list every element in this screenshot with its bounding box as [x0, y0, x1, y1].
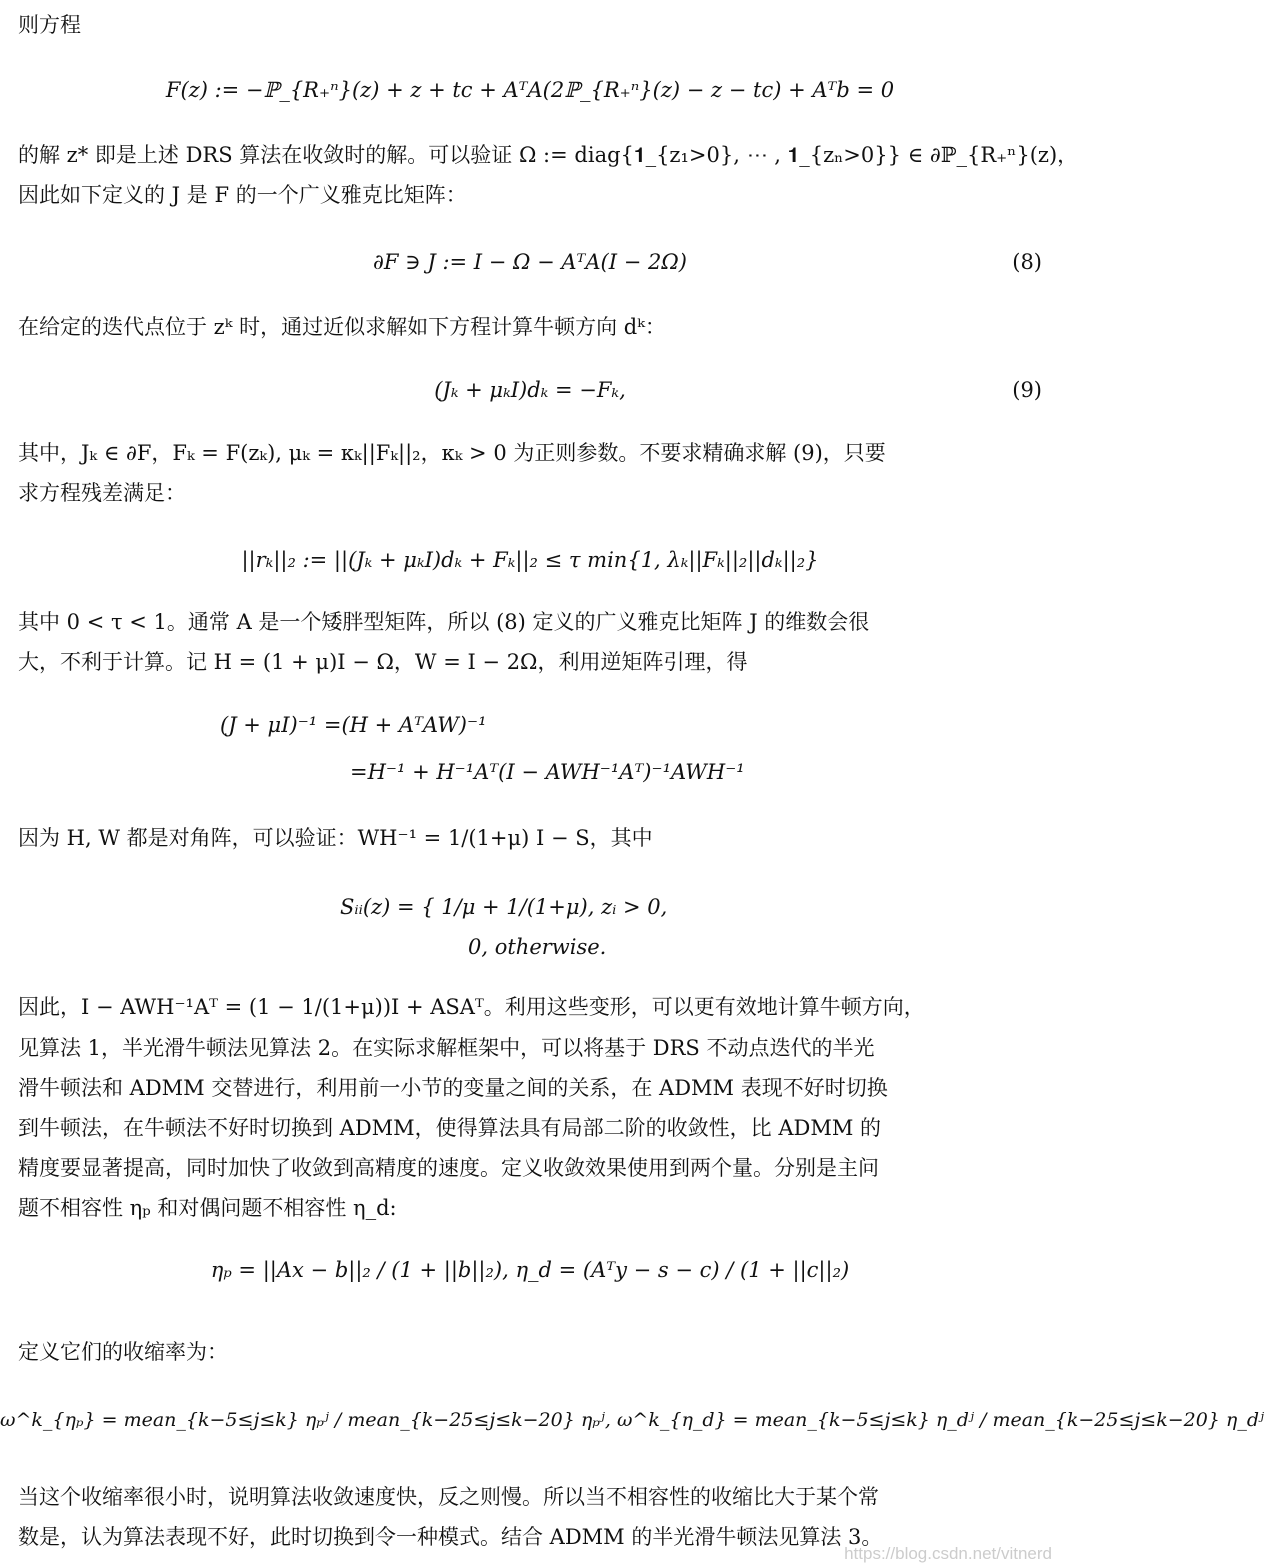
text-line: 的解 z* 即是上述 DRS 算法在收敛时的解。可以验证 Ω := diag{𝟏_{z₁>0}, ⋯ , 𝟏_{zₙ>0}} ∈ ∂ℙ_{R₊ⁿ}(z)， — [18, 143, 1079, 167]
equation-inverse-1: (J + μI)⁻¹ =(H + AᵀAW)⁻¹ — [220, 713, 487, 737]
equation-F: F(z) := −ℙ_{R₊ⁿ}(z) + z + tc + AᵀA(2ℙ_{R₊ⁿ}(z) − z − tc) + Aᵀb = 0 — [165, 78, 895, 102]
text-line: 定义它们的收缩率为： — [18, 1340, 228, 1364]
text-line: 因此如下定义的 J 是 F 的一个广义雅克比矩阵： — [18, 183, 467, 207]
text-line: 当这个收缩率很小时，说明算法收敛速度快，反之则慢。所以当不相容性的收缩比大于某个常 — [18, 1485, 879, 1509]
text-line: 见算法 1，半光滑牛顿法见算法 2。在实际求解框架中，可以将基于 DRS 不动点迭代的半光 — [18, 1036, 875, 1060]
text-line: 大，不利于计算。记 H = (1 + μ)I − Ω，W = I − 2Ω，利用逆矩阵引理，得 — [18, 650, 748, 674]
text-line: 因此，I − AWH⁻¹Aᵀ = (1 − 1/(1+μ))I + ASAᵀ。利用这些变形，可以更有效地计算牛顿方向， — [18, 995, 925, 1019]
text-line: 滑牛顿法和 ADMM 交替进行，利用前一小节的变量之间的关系，在 ADMM 表现不好时切换 — [18, 1076, 888, 1100]
text-line: 求方程残差满足： — [18, 481, 186, 505]
equation-number-9: (9) — [1012, 378, 1042, 402]
text-line: 因为 H, W 都是对角阵，可以验证：WH⁻¹ = 1/(1+μ) I − S，其中 — [18, 826, 653, 850]
equation-number-8: (8) — [1012, 250, 1042, 274]
text-line: 数是，认为算法表现不好，此时切换到令一种模式。结合 ADMM 的半光滑牛顿法见算法 3。 — [18, 1525, 883, 1549]
text-line: 其中，Jₖ ∈ ∂F，Fₖ = F(zₖ), μₖ = κₖ||Fₖ||₂，κₖ > 0 为正则参数。不要求精确求解 (9)，只要 — [18, 441, 886, 465]
equation-eta: ηₚ = ||Ax − b||₂ / (1 + ||b||₂), η_d = (Aᵀy − s − c) / (1 + ||c||₂) — [210, 1258, 850, 1282]
equation-inverse-2: =H⁻¹ + H⁻¹Aᵀ(I − AWH⁻¹Aᵀ)⁻¹AWH⁻¹ — [350, 760, 745, 784]
text-line: 其中 0 < τ < 1。通常 A 是一个矮胖型矩阵，所以 (8) 定义的广义雅克比矩阵 J 的维数会很 — [18, 610, 870, 634]
equation-S-case2: 0, otherwise. — [468, 935, 607, 959]
equation-8: ∂F ∋ J := I − Ω − AᵀA(I − 2Ω) — [373, 250, 687, 274]
equation-9: (Jₖ + μₖI)dₖ = −Fₖ, — [434, 378, 626, 402]
equation-residual: ||rₖ||₂ := ||(Jₖ + μₖI)dₖ + Fₖ||₂ ≤ τ min{1, λₖ||Fₖ||₂||dₖ||₂} — [241, 548, 819, 572]
text-line: 精度要显著提高，同时加快了收敛到高精度的速度。定义收敛效果使用到两个量。分别是主问 — [18, 1156, 879, 1180]
text-line: 到牛顿法，在牛顿法不好时切换到 ADMM，使得算法具有局部二阶的收敛性，比 ADMM 的 — [18, 1116, 882, 1140]
equation-S-case1: Sᵢᵢ(z) = { 1/μ + 1/(1+μ), zᵢ > 0, — [340, 895, 668, 919]
text-line: 在给定的迭代点位于 zᵏ 时，通过近似求解如下方程计算牛顿方向 dᵏ： — [18, 315, 666, 339]
watermark: https://blog.csdn.net/vitnerd — [844, 1544, 1052, 1563]
text-line: 则方程 — [18, 13, 81, 37]
text-line: 题不相容性 ηₚ 和对偶问题不相容性 η_d: — [18, 1196, 397, 1220]
equation-omega: ω^k_{ηₚ} = mean_{k−5≤j≤k} ηₚʲ / mean_{k−25≤j≤k−20} ηₚʲ, ω^k_{η_d} = mean_{k−5≤j≤k} η_dʲ / mean_{k−25≤j≤k−20} η_dʲ — [0, 1409, 1264, 1431]
